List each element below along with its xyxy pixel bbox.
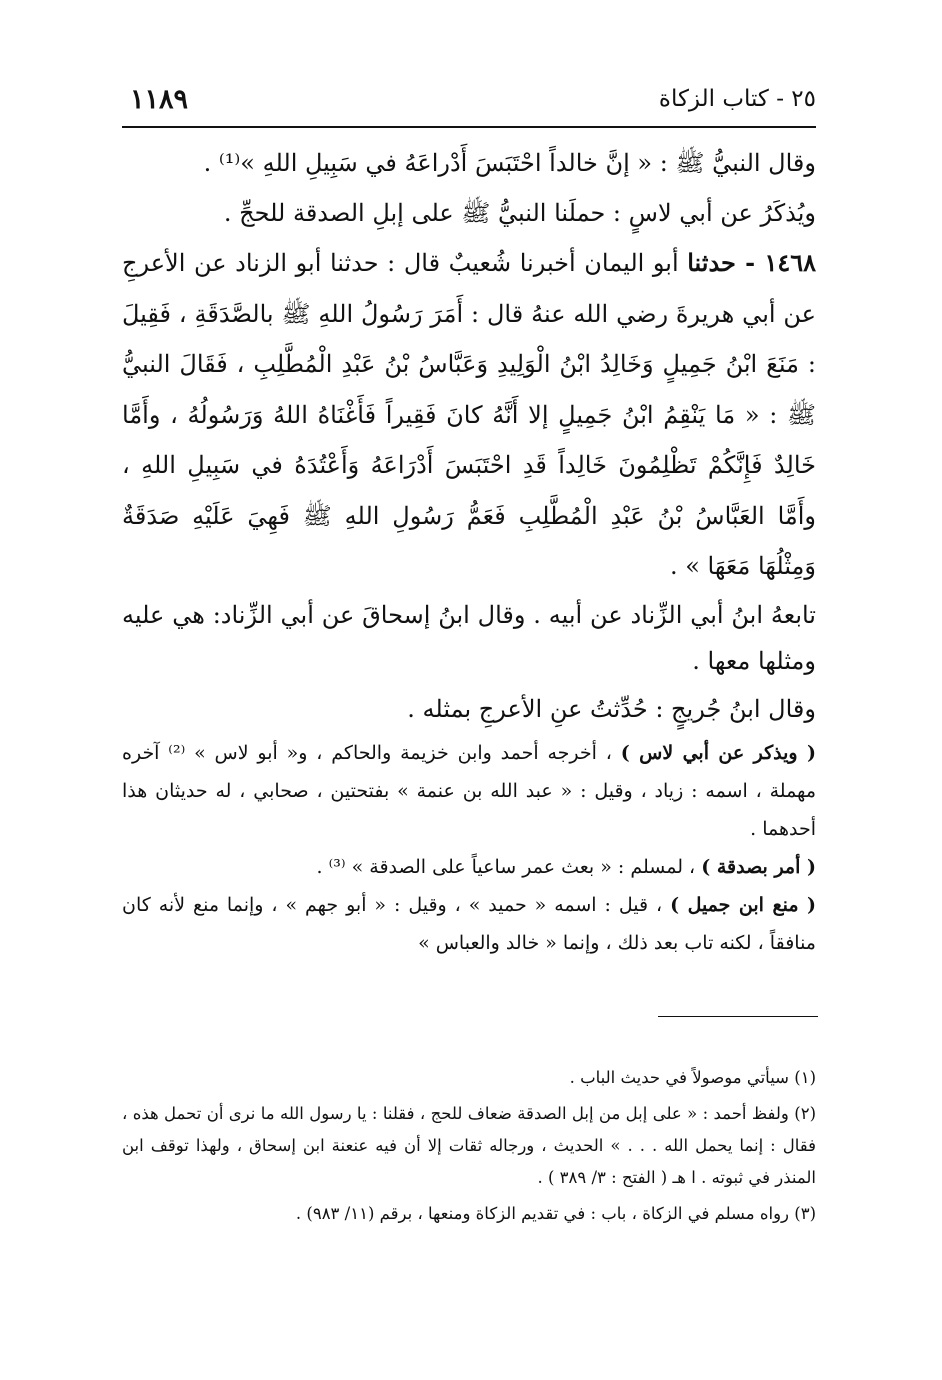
footnote-1: (١) سيأتي موصولاً في حديث الباب . (569, 1068, 816, 1087)
paragraph-5: وقال ابنُ جُريجٍ : حُدِّثتُ عنِ الأعرجِ بمثله . (407, 694, 816, 723)
commentary (122, 734, 816, 962)
commentary-1-keyword: ( ويذكر عن أبي لاس ) (620, 742, 816, 764)
hadith-text: أبو اليمان أخبرنا شُعيبٌ قال : حدثنا أبو الزناد عن الأعرجِ عن أبي هريرةَ رضي الله عنهُ قال : أَمَرَ رَسُولُ اللهِ ﷺ بالصَّدَقَةِ ، فَقِيلَ : مَنَعَ ابْنُ جَمِيلٍ وَخَالِدُ ابْنُ الْوَلِيدِ وَعَبَّاسُ بْنُ عَبْدِ الْمُطَّلِبِ ، فَقَالَ النبيُّ ﷺ : « مَا يَنْقِمُ ابْنُ جَمِيلٍ إلا أَنَّهُ كانَ فَقِيراً فَأَغْنَاهُ اللهُ وَرَسُولُهُ ، وأَمَّا خَالِدٌ فَإِنَّكُمْ تَظْلِمُونَ خَالِداً قَدِ احْتَبَسَ أَدْرَاعَهُ وَأَعْتُدَهُ في سَبِيلِ اللهِ ، وأَمَّا العَبَّاسُ بْنُ عَبْدِ الْمُطَّلِبِ فَعَمُّ رَسُولِ اللهِ ﷺ فَهِيَ عَلَيْهِ صَدَقَةٌ وَمِثْلُهَا مَعَهَا » . (122, 249, 817, 580)
footnote-separator (658, 1016, 818, 1017)
commentary-2-keyword: ( أمر بصدقة ) (701, 856, 816, 878)
commentary-2 (122, 848, 816, 886)
running-head: ٢٥ - كتاب الزكاة (658, 86, 816, 112)
commentary-3 (122, 886, 816, 962)
commentary-3-keyword: ( منع ابن جميل ) (670, 894, 816, 916)
paragraph-2: ويُذكَرُ عن أبي لاسٍ : حملَنا النبيُّ ﷺ على إبلِ الصدقة للحجِّ . (223, 199, 816, 227)
commentary-1 (122, 734, 816, 848)
commentary-2-text: ، لمسلم : « بعث عمر ساعياً على الصدقة » ⁽³⁾ . (316, 856, 696, 878)
hadith-number: ١٤٦٨ - حدثنا (687, 248, 816, 277)
footnotes (122, 1062, 816, 1234)
hadith-paragraph (122, 238, 816, 592)
header-rule (122, 126, 816, 128)
commentary-1-text: ، أخرجه أحمد وابن خزيمة والحاكم ، و« أبو لاس » ⁽²⁾ آخره مهملة ، اسمه : زياد ، وقيل : « عبد الله بن عنمة » بفتحتين ، صحابي ، له حديثان هذا أحدهما . (122, 742, 816, 840)
commentary-3-text: ، قيل : اسمه « حميد » ، وقيل : « أبو جهم » ، وإنما منع لأنه كان منافقاً ، لكنه تاب بعد ذلك ، وإنما « خالد والعباس » (122, 894, 816, 954)
footnote-3: (٣) رواه مسلم في الزكاة ، باب : في تقديم الزكاة ومنعها ، برقم (١١/ ٩٨٣) . (295, 1204, 816, 1223)
main-text (122, 138, 816, 734)
page-number: ١١٨٩ (130, 84, 189, 115)
page-header (122, 78, 816, 124)
footnote-2: (٢) ولفظ أحمد : « على إبل من إبل الصدقة ضعاف للحج ، فقلنا : يا رسول الله ما نرى أن تحمل هذه ، فقال : إنما يحمل الله . . . » الحديث ، ورجاله ثقات إلا أن فيه عنعنة ابن إسحاق ، ولهذا توقف ابن المنذر في ثبوته . ا هـ ( الفتح : ٣/ ٣٨٩ ) . (122, 1104, 816, 1187)
paragraph-4: تابعهُ ابنُ أبي الزِّناد عن أبيه . وقال ابنُ إسحاقَ عن أبي الزِّناد: هي عليه ومثلها معها . (122, 600, 816, 675)
paragraph-1: وقال النبيُّ ﷺ : « إنَّ خالداً احْتَبَسَ أَدْراعَهُ في سَبِيلِ اللهِ »⁽¹⁾ . (203, 149, 816, 177)
